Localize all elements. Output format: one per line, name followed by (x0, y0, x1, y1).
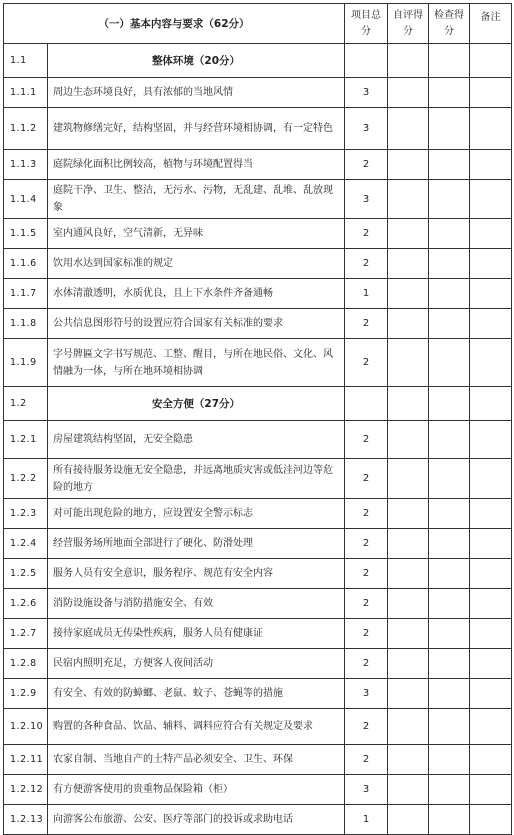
table-row (4, 709, 512, 745)
check-score-cell (429, 387, 470, 421)
table-row (4, 339, 512, 387)
item-code: 1.2.11 (4, 745, 48, 775)
total-score-cell (345, 387, 388, 421)
item-code: 1.1.7 (4, 279, 48, 309)
table-row (4, 150, 512, 180)
table-row (4, 180, 512, 219)
item-content: 字号牌匾文字书写规范、工整、醒目，与所在地民俗、文化、风情融为一体，与所在地环境相协调 (48, 339, 345, 387)
item-code: 1.1.6 (4, 249, 48, 279)
self-score-cell (388, 529, 429, 559)
item-content: 有方便游客使用的贵重物品保险箱（柜） (48, 775, 345, 805)
section-row (4, 44, 512, 78)
remarks-cell (470, 589, 512, 619)
remarks-cell (470, 180, 512, 219)
table-row (4, 649, 512, 679)
item-content: 购置的各种食品、饮品、辅料、调料应符合有关规定及要求 (48, 709, 345, 745)
remarks-cell (470, 709, 512, 745)
item-content: 所有接待服务设施无安全隐患，并远离地质灾害或低洼河边等危险的地方 (48, 459, 345, 499)
item-code: 1.2.2 (4, 459, 48, 499)
remarks-cell (470, 339, 512, 387)
check-score-cell (429, 421, 470, 459)
self-score-cell (388, 649, 429, 679)
item-code: 1.2.12 (4, 775, 48, 805)
item-total-score: 2 (345, 309, 388, 339)
item-content: 庭院绿化面积比例较高，植物与环境配置得当 (48, 150, 345, 180)
self-score-header: 自评得分 (388, 4, 429, 44)
section-title: 整体环境（20分） (48, 44, 345, 78)
table-row (4, 421, 512, 459)
item-code: 1.1.4 (4, 180, 48, 219)
self-score-cell (388, 78, 429, 108)
remarks-cell (470, 279, 512, 309)
item-total-score: 2 (345, 745, 388, 775)
check-score-cell (429, 649, 470, 679)
table-row (4, 589, 512, 619)
item-code: 1.1.3 (4, 150, 48, 180)
item-code: 1.1.1 (4, 78, 48, 108)
item-total-score: 2 (345, 529, 388, 559)
check-score-cell (429, 529, 470, 559)
check-score-cell (429, 180, 470, 219)
item-total-score: 2 (345, 339, 388, 387)
item-code: 1.1.5 (4, 219, 48, 249)
total-score-cell (345, 44, 388, 78)
self-score-cell (388, 421, 429, 459)
table-title: （一）基本内容与要求（62分） (4, 4, 345, 44)
item-content: 农家自制、当地自产的土特产品必须安全、卫生、环保 (48, 745, 345, 775)
item-code: 1.2.3 (4, 499, 48, 529)
remarks-cell (470, 805, 512, 835)
item-content: 有安全、有效的防蟑螂、老鼠、蚊子、苍蝇等的措施 (48, 679, 345, 709)
item-total-score: 2 (345, 559, 388, 589)
table-row (4, 78, 512, 108)
self-score-cell (388, 44, 429, 78)
item-total-score: 3 (345, 775, 388, 805)
standards-table (3, 3, 512, 835)
self-score-cell (388, 805, 429, 835)
remarks-cell (470, 679, 512, 709)
table-row (4, 619, 512, 649)
self-score-cell (388, 108, 429, 150)
self-score-cell (388, 589, 429, 619)
table-body (4, 44, 512, 835)
remarks-cell (470, 249, 512, 279)
remarks-cell (470, 619, 512, 649)
item-code: 1.2.13 (4, 805, 48, 835)
check-score-cell (429, 589, 470, 619)
table-row (4, 529, 512, 559)
item-content: 庭院干净、卫生、整洁，无污水、污物，无乱建、乱堆、乱放现象 (48, 180, 345, 219)
self-score-cell (388, 775, 429, 805)
remarks-cell (470, 108, 512, 150)
self-score-cell (388, 279, 429, 309)
table-row (4, 679, 512, 709)
item-code: 1.2.6 (4, 589, 48, 619)
table-header-row (4, 4, 512, 44)
table-row (4, 219, 512, 249)
remarks-cell (470, 529, 512, 559)
self-score-cell (388, 459, 429, 499)
self-score-cell (388, 150, 429, 180)
total-score-header: 项目总分 (345, 4, 388, 44)
item-total-score: 3 (345, 679, 388, 709)
item-code: 1.2.1 (4, 421, 48, 459)
item-total-score: 2 (345, 421, 388, 459)
check-score-cell (429, 709, 470, 745)
self-score-cell (388, 709, 429, 745)
self-score-cell (388, 499, 429, 529)
item-content: 向游客公布旅游、公安、医疗等部门的投诉或求助电话 (48, 805, 345, 835)
check-score-cell (429, 108, 470, 150)
self-score-cell (388, 309, 429, 339)
item-code: 1.2.5 (4, 559, 48, 589)
self-score-cell (388, 180, 429, 219)
section-title: 安全方便（27分） (48, 387, 345, 421)
check-score-cell (429, 150, 470, 180)
item-content: 接待家庭成员无传染性疾病，服务人员有健康证 (48, 619, 345, 649)
item-content: 消防设施设备与消防措施安全、有效 (48, 589, 345, 619)
table-row (4, 775, 512, 805)
check-score-cell (429, 775, 470, 805)
item-total-score: 3 (345, 108, 388, 150)
check-score-cell (429, 745, 470, 775)
section-row (4, 387, 512, 421)
remarks-cell (470, 44, 512, 78)
item-total-score: 2 (345, 649, 388, 679)
check-score-cell (429, 459, 470, 499)
item-total-score: 3 (345, 180, 388, 219)
remarks-cell (470, 309, 512, 339)
check-score-cell (429, 499, 470, 529)
item-code: 1.2.10 (4, 709, 48, 745)
remarks-cell (470, 775, 512, 805)
remarks-cell (470, 559, 512, 589)
item-code: 1.2.7 (4, 619, 48, 649)
section-code: 1.2 (4, 387, 48, 421)
check-score-cell (429, 805, 470, 835)
item-content: 公共信息图形符号的设置应符合国家有关标准的要求 (48, 309, 345, 339)
remarks-cell (470, 387, 512, 421)
remarks-cell (470, 745, 512, 775)
item-total-score: 3 (345, 78, 388, 108)
item-total-score: 2 (345, 709, 388, 745)
table-row (4, 559, 512, 589)
self-score-cell (388, 679, 429, 709)
remarks-cell (470, 78, 512, 108)
item-content: 水体清澈透明，水质优良，且上下水条件齐备通畅 (48, 279, 345, 309)
item-content: 经营服务场所地面全部进行了硬化、防滑处理 (48, 529, 345, 559)
self-score-cell (388, 745, 429, 775)
self-score-cell (388, 249, 429, 279)
item-content: 室内通风良好，空气清新，无异味 (48, 219, 345, 249)
item-content: 周边生态环境良好，具有浓郁的当地风情 (48, 78, 345, 108)
table-row (4, 279, 512, 309)
item-total-score: 2 (345, 219, 388, 249)
item-code: 1.1.8 (4, 309, 48, 339)
section-code: 1.1 (4, 44, 48, 78)
item-total-score: 2 (345, 150, 388, 180)
table-row (4, 459, 512, 499)
item-content: 房屋建筑结构坚固，无安全隐患 (48, 421, 345, 459)
check-score-cell (429, 619, 470, 649)
item-code: 1.1.9 (4, 339, 48, 387)
remarks-cell (470, 459, 512, 499)
item-content: 民宿内照明充足，方便客人夜间活动 (48, 649, 345, 679)
check-score-cell (429, 679, 470, 709)
remarks-cell (470, 219, 512, 249)
self-score-cell (388, 619, 429, 649)
self-score-cell (388, 219, 429, 249)
item-total-score: 1 (345, 805, 388, 835)
item-code: 1.2.4 (4, 529, 48, 559)
item-code: 1.2.8 (4, 649, 48, 679)
remarks-cell (470, 150, 512, 180)
item-total-score: 2 (345, 499, 388, 529)
item-total-score: 2 (345, 249, 388, 279)
item-code: 1.2.9 (4, 679, 48, 709)
table-row (4, 108, 512, 150)
item-content: 对可能出现危险的地方，应设置安全警示标志 (48, 499, 345, 529)
check-score-header: 检查得分 (429, 4, 470, 44)
item-total-score: 2 (345, 589, 388, 619)
item-total-score: 2 (345, 619, 388, 649)
self-score-cell (388, 559, 429, 589)
remarks-cell (470, 421, 512, 459)
item-content: 建筑物修缮完好，结构坚固，并与经营环境相协调，有一定特色 (48, 108, 345, 150)
table-row (4, 745, 512, 775)
check-score-cell (429, 309, 470, 339)
table-row (4, 309, 512, 339)
table-row (4, 249, 512, 279)
check-score-cell (429, 78, 470, 108)
remarks-header: 备注 (470, 4, 512, 44)
check-score-cell (429, 219, 470, 249)
item-code: 1.1.2 (4, 108, 48, 150)
check-score-cell (429, 339, 470, 387)
table-row (4, 499, 512, 529)
remarks-cell (470, 649, 512, 679)
item-total-score: 2 (345, 459, 388, 499)
self-score-cell (388, 387, 429, 421)
check-score-cell (429, 279, 470, 309)
check-score-cell (429, 249, 470, 279)
item-content: 服务人员有安全意识，服务程序、规范有安全内容 (48, 559, 345, 589)
remarks-cell (470, 499, 512, 529)
self-score-cell (388, 339, 429, 387)
item-total-score: 1 (345, 279, 388, 309)
check-score-cell (429, 559, 470, 589)
table-row (4, 805, 512, 835)
check-score-cell (429, 44, 470, 78)
item-content: 饮用水达到国家标准的规定 (48, 249, 345, 279)
